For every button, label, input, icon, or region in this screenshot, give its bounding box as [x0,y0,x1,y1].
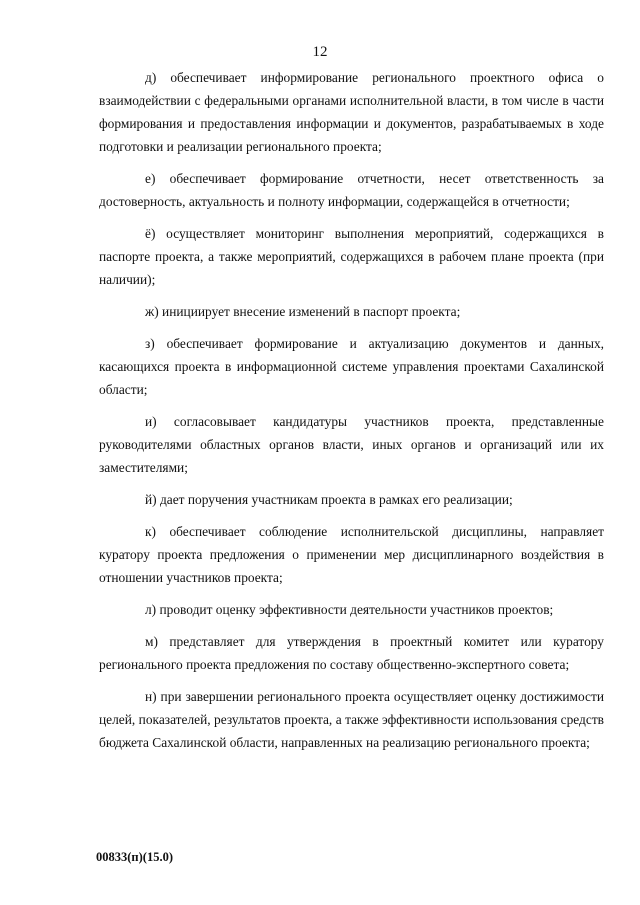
paragraph-item-i: и) согласовывает кандидатуры участников проекта, представленные руководителями областных органов власти, иных органов и организаций или их заместителями; [99,414,604,475]
paragraph-item-e: е) обеспечивает формирование отчетности, несет ответственность за достоверность, актуальность и полноту информации, содержащейся в отчетности; [99,171,604,209]
document-body [99,66,604,763]
document-code: 00833(п)(15.0) [96,850,173,864]
paragraph-item-n: н) при завершении регионального проекта осуществляет оценку достижимости целей, показателей, результатов проекта, а также эффективности использования средств бюджета Сахалинской области, направленных на реализацию регионального проекта; [99,689,604,750]
page-number: 12 [312,44,328,60]
paragraph-item-l: л) проводит оценку эффективности деятельности участников проектов; [145,602,554,617]
paragraph-item-y: й) дает поручения участникам проекта в рамках его реализации; [145,492,513,507]
paragraph-item-k: к) обеспечивает соблюдение исполнительской дисциплины, направляет куратору проекта предложения о применении мер дисциплинарного воздействия в отношении участников проекта; [99,524,604,585]
paragraph-item-m: м) представляет для утверждения в проектный комитет или куратору регионального проекта предложения по составу общественно-экспертного совета; [99,634,604,672]
paragraph-item-yo: ё) осуществляет мониторинг выполнения мероприятий, содержащихся в паспорте проекта, а также мероприятий, содержащихся в рабочем плане проекта (при наличии); [99,226,604,287]
paragraph-item-d: д) обеспечивает информирование регионального проектного офиса о взаимодействии с федеральными органами исполнительной власти, в том числе в части формирования и предоставления информации и документов, разрабатываемых в ходе подготовки и реализации регионального проекта; [99,70,604,154]
paragraph-item-zh: ж) инициирует внесение изменений в паспорт проекта; [145,304,461,319]
paragraph-item-z: з) обеспечивает формирование и актуализацию документов и данных, касающихся проекта в информационной системе управления проектами Сахалинской области; [99,336,604,397]
